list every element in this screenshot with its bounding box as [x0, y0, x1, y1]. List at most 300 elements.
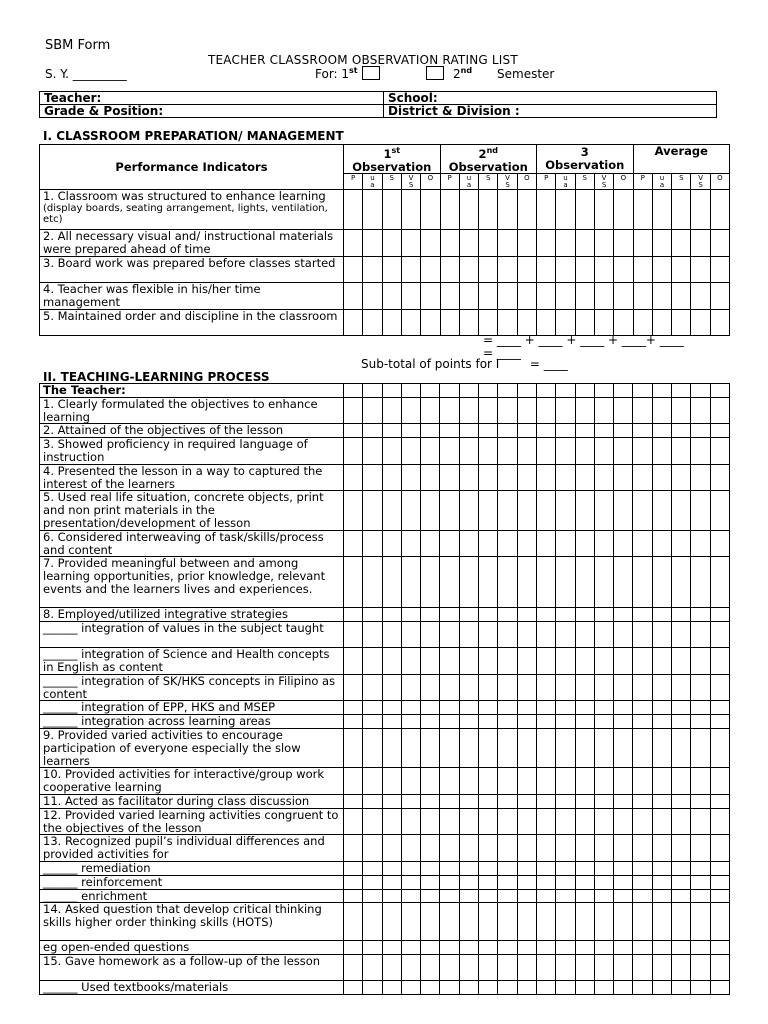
- rating-cell[interactable]: [691, 648, 710, 675]
- rating-cell[interactable]: [536, 397, 555, 424]
- rating-cell[interactable]: [421, 648, 440, 675]
- rating-cell[interactable]: [401, 397, 420, 424]
- rating-cell[interactable]: [401, 257, 420, 283]
- rating-cell[interactable]: [633, 557, 652, 608]
- rating-cell[interactable]: [536, 557, 555, 608]
- rating-cell[interactable]: [575, 464, 594, 491]
- rating-cell[interactable]: [614, 794, 633, 808]
- rating-cell[interactable]: [536, 622, 555, 648]
- rating-cell[interactable]: [672, 438, 691, 465]
- rating-cell[interactable]: [536, 835, 555, 862]
- rating-cell[interactable]: [382, 491, 401, 530]
- rating-cell[interactable]: [382, 981, 401, 995]
- rating-cell[interactable]: [710, 808, 729, 835]
- rating-cell[interactable]: [498, 875, 517, 889]
- rating-cell[interactable]: [652, 808, 671, 835]
- rating-cell[interactable]: [440, 701, 459, 715]
- rating-cell[interactable]: [344, 728, 363, 767]
- rating-cell[interactable]: [498, 608, 517, 622]
- rating-cell[interactable]: [575, 674, 594, 701]
- rating-cell[interactable]: [459, 257, 478, 283]
- rating-cell[interactable]: [363, 384, 382, 398]
- rating-cell[interactable]: [633, 875, 652, 889]
- rating-cell[interactable]: [479, 283, 498, 310]
- rating-cell[interactable]: [382, 464, 401, 491]
- rating-cell[interactable]: [575, 981, 594, 995]
- rating-cell[interactable]: [363, 674, 382, 701]
- rating-cell[interactable]: [614, 491, 633, 530]
- rating-cell[interactable]: [382, 701, 401, 715]
- rating-cell[interactable]: [459, 861, 478, 875]
- rating-cell[interactable]: [421, 622, 440, 648]
- rating-cell[interactable]: [536, 491, 555, 530]
- rating-cell[interactable]: [344, 608, 363, 622]
- rating-cell[interactable]: [459, 794, 478, 808]
- rating-cell[interactable]: [401, 955, 420, 981]
- rating-cell[interactable]: [459, 674, 478, 701]
- rating-cell[interactable]: [710, 941, 729, 955]
- rating-cell[interactable]: [672, 808, 691, 835]
- rating-cell[interactable]: [536, 384, 555, 398]
- rating-cell[interactable]: [614, 728, 633, 767]
- rating-cell[interactable]: [363, 622, 382, 648]
- rating-cell[interactable]: [344, 889, 363, 903]
- rating-cell[interactable]: [710, 397, 729, 424]
- rating-cell[interactable]: [652, 491, 671, 530]
- rating-cell[interactable]: [498, 190, 517, 230]
- rating-cell[interactable]: [614, 701, 633, 715]
- rating-cell[interactable]: [440, 728, 459, 767]
- rating-cell[interactable]: [614, 674, 633, 701]
- rating-cell[interactable]: [498, 903, 517, 941]
- rating-cell[interactable]: [575, 648, 594, 675]
- rating-cell[interactable]: [382, 861, 401, 875]
- rating-cell[interactable]: [556, 715, 575, 729]
- rating-cell[interactable]: [672, 491, 691, 530]
- rating-cell[interactable]: [672, 715, 691, 729]
- rating-cell[interactable]: [344, 438, 363, 465]
- rating-cell[interactable]: [575, 557, 594, 608]
- rating-cell[interactable]: [633, 464, 652, 491]
- rating-cell[interactable]: [556, 464, 575, 491]
- rating-cell[interactable]: [479, 889, 498, 903]
- rating-cell[interactable]: [479, 981, 498, 995]
- rating-cell[interactable]: [633, 384, 652, 398]
- rating-cell[interactable]: [517, 230, 536, 257]
- rating-cell[interactable]: [575, 728, 594, 767]
- rating-cell[interactable]: [594, 701, 613, 715]
- rating-cell[interactable]: [421, 674, 440, 701]
- rating-cell[interactable]: [382, 309, 401, 335]
- rating-cell[interactable]: [344, 491, 363, 530]
- rating-cell[interactable]: [575, 230, 594, 257]
- rating-cell[interactable]: [556, 955, 575, 981]
- rating-cell[interactable]: [633, 257, 652, 283]
- rating-cell[interactable]: [652, 674, 671, 701]
- rating-cell[interactable]: [459, 835, 478, 862]
- rating-cell[interactable]: [614, 861, 633, 875]
- rating-cell[interactable]: [401, 808, 420, 835]
- rating-cell[interactable]: [421, 557, 440, 608]
- rating-cell[interactable]: [594, 397, 613, 424]
- rating-cell[interactable]: [517, 424, 536, 438]
- rating-cell[interactable]: [421, 608, 440, 622]
- rating-cell[interactable]: [401, 230, 420, 257]
- rating-cell[interactable]: [536, 875, 555, 889]
- rating-cell[interactable]: [440, 230, 459, 257]
- rating-cell[interactable]: [517, 808, 536, 835]
- rating-cell[interactable]: [498, 648, 517, 675]
- rating-cell[interactable]: [363, 257, 382, 283]
- rating-cell[interactable]: [517, 491, 536, 530]
- rating-cell[interactable]: [459, 309, 478, 335]
- rating-cell[interactable]: [652, 768, 671, 795]
- rating-cell[interactable]: [652, 835, 671, 862]
- district-division-field[interactable]: District & Division :: [384, 105, 717, 118]
- rating-cell[interactable]: [363, 190, 382, 230]
- rating-cell[interactable]: [363, 768, 382, 795]
- rating-cell[interactable]: [556, 557, 575, 608]
- rating-cell[interactable]: [710, 981, 729, 995]
- rating-cell[interactable]: [344, 701, 363, 715]
- rating-cell[interactable]: [575, 835, 594, 862]
- rating-cell[interactable]: [459, 190, 478, 230]
- rating-cell[interactable]: [382, 530, 401, 557]
- rating-cell[interactable]: [672, 701, 691, 715]
- rating-cell[interactable]: [517, 530, 536, 557]
- rating-cell[interactable]: [672, 835, 691, 862]
- rating-cell[interactable]: [536, 768, 555, 795]
- rating-cell[interactable]: [382, 768, 401, 795]
- rating-cell[interactable]: [536, 424, 555, 438]
- rating-cell[interactable]: [421, 397, 440, 424]
- rating-cell[interactable]: [363, 530, 382, 557]
- rating-cell[interactable]: [421, 283, 440, 310]
- rating-cell[interactable]: [537, 283, 556, 310]
- rating-cell[interactable]: [498, 715, 517, 729]
- rating-cell[interactable]: [710, 190, 729, 230]
- rating-cell[interactable]: [440, 608, 459, 622]
- rating-cell[interactable]: [536, 728, 555, 767]
- rating-cell[interactable]: [537, 190, 556, 230]
- rating-cell[interactable]: [421, 875, 440, 889]
- rating-cell[interactable]: [479, 557, 498, 608]
- rating-cell[interactable]: [459, 715, 478, 729]
- rating-cell[interactable]: [575, 768, 594, 795]
- rating-cell[interactable]: [691, 875, 710, 889]
- rating-cell[interactable]: [672, 875, 691, 889]
- rating-cell[interactable]: [344, 230, 363, 257]
- rating-cell[interactable]: [401, 768, 420, 795]
- rating-cell[interactable]: [479, 257, 498, 283]
- rating-cell[interactable]: [691, 715, 710, 729]
- rating-cell[interactable]: [556, 875, 575, 889]
- rating-cell[interactable]: [614, 768, 633, 795]
- rating-cell[interactable]: [672, 230, 691, 257]
- rating-cell[interactable]: [479, 674, 498, 701]
- rating-cell[interactable]: [691, 424, 710, 438]
- rating-cell[interactable]: [459, 889, 478, 903]
- rating-cell[interactable]: [672, 309, 691, 335]
- rating-cell[interactable]: [382, 808, 401, 835]
- rating-cell[interactable]: [575, 283, 594, 310]
- rating-cell[interactable]: [614, 981, 633, 995]
- rating-cell[interactable]: [421, 424, 440, 438]
- rating-cell[interactable]: [652, 464, 671, 491]
- rating-cell[interactable]: [382, 438, 401, 465]
- rating-cell[interactable]: [672, 384, 691, 398]
- rating-cell[interactable]: [498, 530, 517, 557]
- rating-cell[interactable]: [672, 674, 691, 701]
- rating-cell[interactable]: [382, 424, 401, 438]
- rating-cell[interactable]: [691, 728, 710, 767]
- rating-cell[interactable]: [479, 875, 498, 889]
- rating-cell[interactable]: [594, 728, 613, 767]
- rating-cell[interactable]: [691, 955, 710, 981]
- rating-cell[interactable]: [652, 283, 671, 310]
- rating-cell[interactable]: [652, 397, 671, 424]
- rating-cell[interactable]: [633, 674, 652, 701]
- rating-cell[interactable]: [401, 794, 420, 808]
- rating-cell[interactable]: [633, 622, 652, 648]
- rating-cell[interactable]: [344, 464, 363, 491]
- rating-cell[interactable]: [440, 464, 459, 491]
- rating-cell[interactable]: [575, 941, 594, 955]
- rating-cell[interactable]: [479, 794, 498, 808]
- rating-cell[interactable]: [672, 794, 691, 808]
- rating-cell[interactable]: [479, 728, 498, 767]
- rating-cell[interactable]: [633, 981, 652, 995]
- rating-cell[interactable]: [517, 941, 536, 955]
- rating-cell[interactable]: [421, 464, 440, 491]
- rating-cell[interactable]: [440, 622, 459, 648]
- rating-cell[interactable]: [556, 835, 575, 862]
- rating-cell[interactable]: [401, 557, 420, 608]
- rating-cell[interactable]: [401, 438, 420, 465]
- rating-cell[interactable]: [536, 794, 555, 808]
- rating-cell[interactable]: [479, 861, 498, 875]
- rating-cell[interactable]: [556, 309, 575, 335]
- rating-cell[interactable]: [459, 808, 478, 835]
- rating-cell[interactable]: [440, 257, 459, 283]
- rating-cell[interactable]: [614, 608, 633, 622]
- rating-cell[interactable]: [344, 648, 363, 675]
- rating-cell[interactable]: [594, 889, 613, 903]
- rating-cell[interactable]: [691, 283, 710, 310]
- rating-cell[interactable]: [479, 384, 498, 398]
- rating-cell[interactable]: [440, 768, 459, 795]
- rating-cell[interactable]: [498, 981, 517, 995]
- rating-cell[interactable]: [575, 808, 594, 835]
- rating-cell[interactable]: [401, 835, 420, 862]
- rating-cell[interactable]: [344, 424, 363, 438]
- rating-cell[interactable]: [344, 861, 363, 875]
- rating-cell[interactable]: [401, 715, 420, 729]
- rating-cell[interactable]: [498, 424, 517, 438]
- rating-cell[interactable]: [363, 861, 382, 875]
- rating-cell[interactable]: [440, 283, 459, 310]
- rating-cell[interactable]: [556, 648, 575, 675]
- rating-cell[interactable]: [421, 230, 440, 257]
- sum-line[interactable]: = ____ + ____ + ____ + ____+ ____: [483, 333, 684, 347]
- rating-cell[interactable]: [710, 530, 729, 557]
- rating-cell[interactable]: [517, 283, 536, 310]
- rating-cell[interactable]: [517, 701, 536, 715]
- rating-cell[interactable]: [575, 955, 594, 981]
- rating-cell[interactable]: [672, 648, 691, 675]
- rating-cell[interactable]: [517, 384, 536, 398]
- rating-cell[interactable]: [344, 622, 363, 648]
- rating-cell[interactable]: [382, 648, 401, 675]
- rating-cell[interactable]: [517, 608, 536, 622]
- rating-cell[interactable]: [401, 941, 420, 955]
- rating-cell[interactable]: [536, 808, 555, 835]
- rating-cell[interactable]: [517, 674, 536, 701]
- rating-cell[interactable]: [498, 941, 517, 955]
- rating-cell[interactable]: [594, 794, 613, 808]
- rating-cell[interactable]: [421, 941, 440, 955]
- rating-cell[interactable]: [536, 889, 555, 903]
- rating-cell[interactable]: [344, 835, 363, 862]
- rating-cell[interactable]: [344, 309, 363, 335]
- rating-cell[interactable]: [421, 903, 440, 941]
- rating-cell[interactable]: [479, 955, 498, 981]
- rating-cell[interactable]: [459, 530, 478, 557]
- rating-cell[interactable]: [710, 309, 729, 335]
- rating-cell[interactable]: [382, 728, 401, 767]
- rating-cell[interactable]: [633, 701, 652, 715]
- rating-cell[interactable]: [594, 491, 613, 530]
- rating-cell[interactable]: [440, 715, 459, 729]
- rating-cell[interactable]: [691, 557, 710, 608]
- rating-cell[interactable]: [710, 283, 729, 310]
- rating-cell[interactable]: [382, 557, 401, 608]
- rating-cell[interactable]: [633, 889, 652, 903]
- rating-cell[interactable]: [363, 794, 382, 808]
- rating-cell[interactable]: [556, 941, 575, 955]
- rating-cell[interactable]: [556, 491, 575, 530]
- rating-cell[interactable]: [440, 674, 459, 701]
- rating-cell[interactable]: [517, 981, 536, 995]
- rating-cell[interactable]: [594, 875, 613, 889]
- rating-cell[interactable]: [440, 530, 459, 557]
- rating-cell[interactable]: [633, 728, 652, 767]
- rating-cell[interactable]: [517, 768, 536, 795]
- rating-cell[interactable]: [479, 309, 498, 335]
- rating-cell[interactable]: [710, 608, 729, 622]
- rating-cell[interactable]: [459, 941, 478, 955]
- rating-cell[interactable]: [479, 464, 498, 491]
- rating-cell[interactable]: [517, 794, 536, 808]
- rating-cell[interactable]: [594, 648, 613, 675]
- rating-cell[interactable]: [517, 861, 536, 875]
- rating-cell[interactable]: [536, 903, 555, 941]
- rating-cell[interactable]: [421, 438, 440, 465]
- rating-cell[interactable]: [556, 530, 575, 557]
- rating-cell[interactable]: [517, 728, 536, 767]
- rating-cell[interactable]: [633, 190, 652, 230]
- rating-cell[interactable]: [401, 981, 420, 995]
- rating-cell[interactable]: [652, 424, 671, 438]
- rating-cell[interactable]: [440, 889, 459, 903]
- rating-cell[interactable]: [382, 715, 401, 729]
- rating-cell[interactable]: [672, 557, 691, 608]
- rating-cell[interactable]: [498, 674, 517, 701]
- rating-cell[interactable]: [498, 622, 517, 648]
- rating-cell[interactable]: [691, 903, 710, 941]
- rating-cell[interactable]: [421, 768, 440, 795]
- rating-cell[interactable]: [344, 903, 363, 941]
- teacher-field[interactable]: Teacher:: [40, 92, 384, 105]
- rating-cell[interactable]: [633, 309, 652, 335]
- rating-cell[interactable]: [556, 230, 575, 257]
- rating-cell[interactable]: [498, 230, 517, 257]
- rating-cell[interactable]: [556, 384, 575, 398]
- rating-cell[interactable]: [614, 384, 633, 398]
- rating-cell[interactable]: [459, 648, 478, 675]
- rating-cell[interactable]: [363, 309, 382, 335]
- rating-cell[interactable]: [440, 384, 459, 398]
- rating-cell[interactable]: [691, 230, 710, 257]
- rating-cell[interactable]: [594, 861, 613, 875]
- rating-cell[interactable]: [594, 557, 613, 608]
- rating-cell[interactable]: [672, 464, 691, 491]
- rating-cell[interactable]: [633, 903, 652, 941]
- rating-cell[interactable]: [633, 715, 652, 729]
- rating-cell[interactable]: [652, 257, 671, 283]
- rating-cell[interactable]: [498, 464, 517, 491]
- rating-cell[interactable]: [479, 808, 498, 835]
- rating-cell[interactable]: [401, 674, 420, 701]
- rating-cell[interactable]: [710, 794, 729, 808]
- rating-cell[interactable]: [517, 190, 536, 230]
- rating-cell[interactable]: [710, 557, 729, 608]
- rating-cell[interactable]: [344, 557, 363, 608]
- rating-cell[interactable]: [421, 257, 440, 283]
- rating-cell[interactable]: [517, 889, 536, 903]
- rating-cell[interactable]: [614, 309, 633, 335]
- rating-cell[interactable]: [691, 674, 710, 701]
- rating-cell[interactable]: [633, 941, 652, 955]
- rating-cell[interactable]: [498, 955, 517, 981]
- rating-cell[interactable]: [479, 530, 498, 557]
- rating-cell[interactable]: [363, 608, 382, 622]
- rating-cell[interactable]: [459, 464, 478, 491]
- rating-cell[interactable]: [440, 941, 459, 955]
- rating-cell[interactable]: [440, 794, 459, 808]
- rating-cell[interactable]: [594, 190, 613, 230]
- rating-cell[interactable]: [479, 648, 498, 675]
- rating-cell[interactable]: [537, 257, 556, 283]
- rating-cell[interactable]: [536, 464, 555, 491]
- rating-cell[interactable]: [556, 889, 575, 903]
- rating-cell[interactable]: [672, 981, 691, 995]
- rating-cell[interactable]: [498, 438, 517, 465]
- rating-cell[interactable]: [440, 861, 459, 875]
- rating-cell[interactable]: [575, 608, 594, 622]
- rating-cell[interactable]: [556, 701, 575, 715]
- rating-cell[interactable]: [633, 861, 652, 875]
- rating-cell[interactable]: [498, 283, 517, 310]
- rating-cell[interactable]: [652, 715, 671, 729]
- rating-cell[interactable]: [440, 438, 459, 465]
- rating-cell[interactable]: [633, 438, 652, 465]
- rating-cell[interactable]: [363, 889, 382, 903]
- rating-cell[interactable]: [440, 835, 459, 862]
- rating-cell[interactable]: [652, 875, 671, 889]
- rating-cell[interactable]: [672, 424, 691, 438]
- rating-cell[interactable]: [691, 701, 710, 715]
